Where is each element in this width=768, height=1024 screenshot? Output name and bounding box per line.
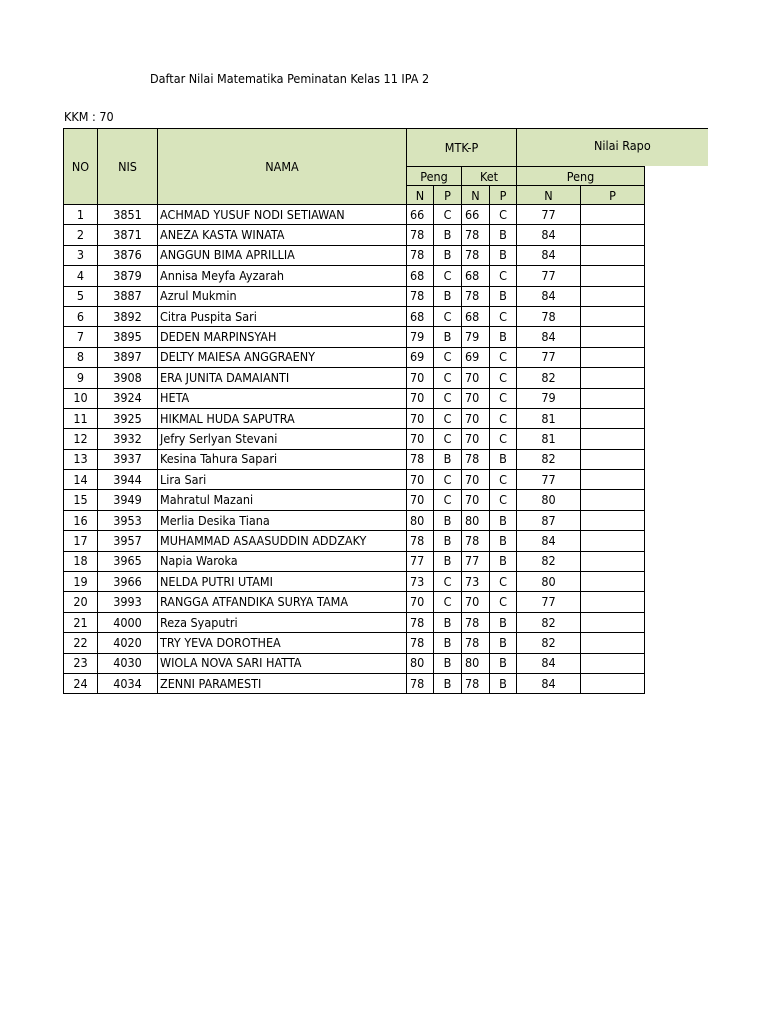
cell-nis: 3993 bbox=[98, 592, 158, 612]
cell-rapor-n: 84 bbox=[517, 673, 581, 693]
cell-nama: DELTY MAIESA ANGGRAENY bbox=[158, 347, 407, 367]
cell-no: 22 bbox=[64, 633, 98, 653]
cell-no: 11 bbox=[64, 408, 98, 428]
cell-ket-p: C bbox=[490, 306, 517, 326]
cell-ket-p: C bbox=[490, 572, 517, 592]
cell-rapor-p bbox=[581, 612, 645, 632]
cell-nama: NELDA PUTRI UTAMI bbox=[158, 572, 407, 592]
cell-nis: 3879 bbox=[98, 266, 158, 286]
cell-ket-p: C bbox=[490, 592, 517, 612]
cell-nis: 3897 bbox=[98, 347, 158, 367]
header-nis: NIS bbox=[97, 128, 158, 205]
cell-peng-p: C bbox=[434, 388, 462, 408]
cell-rapor-p bbox=[581, 470, 645, 490]
cell-nis: 3851 bbox=[98, 205, 158, 225]
table-row bbox=[64, 673, 645, 693]
cell-no: 18 bbox=[64, 551, 98, 571]
cell-nama: Merlia Desika Tiana bbox=[158, 510, 407, 530]
table-row bbox=[64, 408, 645, 428]
cell-ket-p: B bbox=[490, 225, 517, 245]
cell-no: 23 bbox=[64, 653, 98, 673]
cell-rapor-p bbox=[581, 327, 645, 347]
cell-no: 20 bbox=[64, 592, 98, 612]
cell-peng-p: C bbox=[434, 266, 462, 286]
cell-peng-n: 78 bbox=[407, 245, 434, 265]
cell-rapor-n: 84 bbox=[517, 531, 581, 551]
cell-ket-n: 66 bbox=[462, 205, 490, 225]
cell-nis: 3966 bbox=[98, 572, 158, 592]
cell-rapor-p bbox=[581, 673, 645, 693]
cell-peng-n: 79 bbox=[407, 327, 434, 347]
cell-rapor-n: 82 bbox=[517, 612, 581, 632]
header-nilai-rapor: Nilai Rapo bbox=[516, 128, 708, 166]
cell-ket-n: 70 bbox=[462, 470, 490, 490]
cell-nama: HIKMAL HUDA SAPUTRA bbox=[158, 408, 407, 428]
cell-no: 14 bbox=[64, 470, 98, 490]
cell-nama: Jefry Serlyan Stevani bbox=[158, 429, 407, 449]
cell-rapor-n: 79 bbox=[517, 388, 581, 408]
cell-ket-n: 78 bbox=[462, 449, 490, 469]
cell-ket-p: C bbox=[490, 388, 517, 408]
cell-peng-n: 78 bbox=[407, 673, 434, 693]
cell-rapor-p bbox=[581, 531, 645, 551]
cell-nama: ACHMAD YUSUF NODI SETIAWAN bbox=[158, 205, 407, 225]
cell-nama: DEDEN MARPINSYAH bbox=[158, 327, 407, 347]
cell-ket-p: B bbox=[490, 551, 517, 571]
table-row bbox=[64, 531, 645, 551]
cell-peng-p: C bbox=[434, 205, 462, 225]
cell-nis: 3876 bbox=[98, 245, 158, 265]
cell-peng-p: B bbox=[434, 551, 462, 571]
cell-ket-n: 73 bbox=[462, 572, 490, 592]
cell-peng-n: 70 bbox=[407, 429, 434, 449]
cell-peng-p: B bbox=[434, 673, 462, 693]
cell-no: 16 bbox=[64, 510, 98, 530]
table-row bbox=[64, 653, 645, 673]
cell-peng-p: B bbox=[434, 531, 462, 551]
cell-peng-n: 73 bbox=[407, 572, 434, 592]
header-peng: Peng bbox=[406, 166, 462, 186]
cell-ket-n: 78 bbox=[462, 531, 490, 551]
cell-rapor-n: 77 bbox=[517, 347, 581, 367]
cell-ket-p: B bbox=[490, 286, 517, 306]
cell-rapor-n: 81 bbox=[517, 408, 581, 428]
cell-nama: Azrul Mukmin bbox=[158, 286, 407, 306]
cell-peng-p: B bbox=[434, 286, 462, 306]
cell-no: 5 bbox=[64, 286, 98, 306]
cell-ket-n: 70 bbox=[462, 388, 490, 408]
cell-ket-p: B bbox=[490, 531, 517, 551]
cell-nis: 4020 bbox=[98, 633, 158, 653]
cell-peng-n: 70 bbox=[407, 388, 434, 408]
cell-rapor-n: 87 bbox=[517, 510, 581, 530]
cell-ket-n: 70 bbox=[462, 429, 490, 449]
cell-ket-n: 78 bbox=[462, 225, 490, 245]
cell-no: 12 bbox=[64, 429, 98, 449]
cell-peng-p: C bbox=[434, 592, 462, 612]
cell-no: 10 bbox=[64, 388, 98, 408]
cell-rapor-n: 80 bbox=[517, 490, 581, 510]
cell-no: 24 bbox=[64, 673, 98, 693]
cell-rapor-p bbox=[581, 429, 645, 449]
cell-peng-n: 70 bbox=[407, 490, 434, 510]
cell-ket-n: 68 bbox=[462, 266, 490, 286]
table-row bbox=[64, 327, 645, 347]
cell-nama: ZENNI PARAMESTI bbox=[158, 673, 407, 693]
cell-nama: Lira Sari bbox=[158, 470, 407, 490]
cell-ket-n: 79 bbox=[462, 327, 490, 347]
cell-no: 19 bbox=[64, 572, 98, 592]
cell-peng-p: C bbox=[434, 368, 462, 388]
table-row bbox=[64, 245, 645, 265]
cell-nis: 3887 bbox=[98, 286, 158, 306]
cell-rapor-n: 84 bbox=[517, 245, 581, 265]
cell-no: 21 bbox=[64, 612, 98, 632]
cell-nama: Kesina Tahura Sapari bbox=[158, 449, 407, 469]
cell-ket-n: 78 bbox=[462, 673, 490, 693]
grades-table bbox=[63, 204, 645, 694]
cell-rapor-p bbox=[581, 368, 645, 388]
cell-nama: Reza Syaputri bbox=[158, 612, 407, 632]
cell-nama: MUHAMMAD ASAASUDDIN ADDZAKY bbox=[158, 531, 407, 551]
cell-rapor-p bbox=[581, 245, 645, 265]
cell-rapor-n: 84 bbox=[517, 225, 581, 245]
cell-ket-n: 78 bbox=[462, 245, 490, 265]
table-row bbox=[64, 388, 645, 408]
header-rapor-p: P bbox=[580, 185, 645, 205]
table-row bbox=[64, 429, 645, 449]
cell-peng-p: C bbox=[434, 429, 462, 449]
cell-rapor-n: 81 bbox=[517, 429, 581, 449]
cell-peng-n: 78 bbox=[407, 531, 434, 551]
cell-nama: ANGGUN BIMA APRILLIA bbox=[158, 245, 407, 265]
kkm-label: KKM : 70 bbox=[64, 109, 114, 124]
cell-ket-p: C bbox=[490, 347, 517, 367]
cell-nama: HETA bbox=[158, 388, 407, 408]
cell-rapor-p bbox=[581, 347, 645, 367]
cell-nama: Citra Puspita Sari bbox=[158, 306, 407, 326]
cell-peng-n: 78 bbox=[407, 633, 434, 653]
header-peng-p: P bbox=[433, 185, 462, 205]
cell-ket-n: 70 bbox=[462, 592, 490, 612]
cell-rapor-p bbox=[581, 225, 645, 245]
cell-nama: WIOLA NOVA SARI HATTA bbox=[158, 653, 407, 673]
header-mtkp: MTK-P bbox=[406, 128, 517, 167]
cell-nis: 3924 bbox=[98, 388, 158, 408]
cell-peng-n: 68 bbox=[407, 266, 434, 286]
cell-rapor-n: 84 bbox=[517, 653, 581, 673]
cell-ket-n: 80 bbox=[462, 510, 490, 530]
cell-nama: TRY YEVA DOROTHEA bbox=[158, 633, 407, 653]
cell-nis: 3957 bbox=[98, 531, 158, 551]
cell-peng-p: C bbox=[434, 408, 462, 428]
header-no: NO bbox=[63, 128, 98, 205]
cell-ket-n: 70 bbox=[462, 490, 490, 510]
cell-peng-n: 70 bbox=[407, 470, 434, 490]
cell-rapor-p bbox=[581, 633, 645, 653]
cell-nis: 3925 bbox=[98, 408, 158, 428]
cell-rapor-n: 82 bbox=[517, 551, 581, 571]
cell-ket-p: C bbox=[490, 408, 517, 428]
cell-peng-p: B bbox=[434, 633, 462, 653]
cell-rapor-n: 77 bbox=[517, 470, 581, 490]
cell-nis: 4000 bbox=[98, 612, 158, 632]
cell-nis: 3892 bbox=[98, 306, 158, 326]
table-row bbox=[64, 347, 645, 367]
cell-rapor-n: 82 bbox=[517, 368, 581, 388]
cell-peng-n: 78 bbox=[407, 449, 434, 469]
cell-rapor-n: 77 bbox=[517, 592, 581, 612]
cell-rapor-n: 84 bbox=[517, 286, 581, 306]
table-row bbox=[64, 612, 645, 632]
cell-peng-p: B bbox=[434, 510, 462, 530]
cell-rapor-p bbox=[581, 592, 645, 612]
cell-ket-p: C bbox=[490, 368, 517, 388]
cell-nis: 3937 bbox=[98, 449, 158, 469]
header-rapor-n: N bbox=[516, 185, 581, 205]
cell-ket-n: 77 bbox=[462, 551, 490, 571]
table-row bbox=[64, 306, 645, 326]
cell-nama: Mahratul Mazani bbox=[158, 490, 407, 510]
cell-peng-p: C bbox=[434, 572, 462, 592]
cell-ket-n: 70 bbox=[462, 408, 490, 428]
cell-ket-p: B bbox=[490, 510, 517, 530]
cell-ket-p: B bbox=[490, 612, 517, 632]
cell-rapor-p bbox=[581, 205, 645, 225]
table-row bbox=[64, 633, 645, 653]
cell-peng-n: 69 bbox=[407, 347, 434, 367]
table-row bbox=[64, 551, 645, 571]
cell-nis: 3908 bbox=[98, 368, 158, 388]
cell-peng-n: 70 bbox=[407, 408, 434, 428]
cell-ket-n: 70 bbox=[462, 368, 490, 388]
cell-ket-n: 78 bbox=[462, 633, 490, 653]
cell-no: 13 bbox=[64, 449, 98, 469]
cell-nama: Napia Waroka bbox=[158, 551, 407, 571]
cell-ket-p: C bbox=[490, 490, 517, 510]
cell-rapor-p bbox=[581, 510, 645, 530]
header-nama: NAMA bbox=[157, 128, 407, 205]
cell-peng-p: B bbox=[434, 653, 462, 673]
cell-ket-p: B bbox=[490, 633, 517, 653]
table-row bbox=[64, 490, 645, 510]
cell-ket-p: B bbox=[490, 653, 517, 673]
cell-rapor-p bbox=[581, 490, 645, 510]
cell-nis: 3949 bbox=[98, 490, 158, 510]
table-row bbox=[64, 286, 645, 306]
cell-ket-p: B bbox=[490, 673, 517, 693]
cell-ket-n: 69 bbox=[462, 347, 490, 367]
table-row bbox=[64, 572, 645, 592]
cell-ket-p: C bbox=[490, 205, 517, 225]
cell-nis: 3932 bbox=[98, 429, 158, 449]
cell-ket-n: 78 bbox=[462, 612, 490, 632]
cell-peng-n: 70 bbox=[407, 368, 434, 388]
cell-ket-n: 78 bbox=[462, 286, 490, 306]
cell-nama: ERA JUNITA DAMAIANTI bbox=[158, 368, 407, 388]
cell-ket-n: 80 bbox=[462, 653, 490, 673]
cell-rapor-p bbox=[581, 306, 645, 326]
cell-rapor-n: 82 bbox=[517, 633, 581, 653]
cell-peng-p: C bbox=[434, 347, 462, 367]
table-row bbox=[64, 470, 645, 490]
cell-nis: 3871 bbox=[98, 225, 158, 245]
cell-rapor-p bbox=[581, 653, 645, 673]
cell-no: 9 bbox=[64, 368, 98, 388]
cell-peng-n: 80 bbox=[407, 510, 434, 530]
cell-peng-p: B bbox=[434, 612, 462, 632]
cell-peng-n: 68 bbox=[407, 306, 434, 326]
cell-peng-p: C bbox=[434, 470, 462, 490]
cell-peng-n: 78 bbox=[407, 225, 434, 245]
table-row bbox=[64, 205, 645, 225]
cell-peng-n: 77 bbox=[407, 551, 434, 571]
cell-rapor-p bbox=[581, 551, 645, 571]
cell-no: 17 bbox=[64, 531, 98, 551]
cell-nis: 3965 bbox=[98, 551, 158, 571]
cell-no: 3 bbox=[64, 245, 98, 265]
cell-no: 7 bbox=[64, 327, 98, 347]
table-row bbox=[64, 510, 645, 530]
cell-no: 6 bbox=[64, 306, 98, 326]
cell-peng-n: 66 bbox=[407, 205, 434, 225]
cell-ket-p: B bbox=[490, 449, 517, 469]
header-peng-n: N bbox=[406, 185, 434, 205]
cell-peng-n: 78 bbox=[407, 286, 434, 306]
header-ket: Ket bbox=[461, 166, 517, 186]
cell-ket-p: C bbox=[490, 429, 517, 449]
document-title: Daftar Nilai Matematika Peminatan Kelas 11 IPA 2 bbox=[150, 71, 430, 86]
cell-nis: 4034 bbox=[98, 673, 158, 693]
cell-peng-p: B bbox=[434, 327, 462, 347]
table-row bbox=[64, 225, 645, 245]
table-row bbox=[64, 368, 645, 388]
cell-rapor-p bbox=[581, 572, 645, 592]
cell-nama: ANEZA KASTA WINATA bbox=[158, 225, 407, 245]
cell-rapor-n: 80 bbox=[517, 572, 581, 592]
header-rapor-peng: Peng bbox=[516, 166, 645, 186]
header-ket-n: N bbox=[461, 185, 490, 205]
cell-ket-p: B bbox=[490, 245, 517, 265]
cell-nis: 3953 bbox=[98, 510, 158, 530]
cell-no: 15 bbox=[64, 490, 98, 510]
cell-ket-p: C bbox=[490, 266, 517, 286]
cell-rapor-p bbox=[581, 388, 645, 408]
cell-peng-p: B bbox=[434, 449, 462, 469]
cell-nama: Annisa Meyfa Ayzarah bbox=[158, 266, 407, 286]
cell-no: 8 bbox=[64, 347, 98, 367]
cell-rapor-n: 84 bbox=[517, 327, 581, 347]
cell-ket-n: 68 bbox=[462, 306, 490, 326]
cell-no: 4 bbox=[64, 266, 98, 286]
cell-peng-p: C bbox=[434, 306, 462, 326]
table-row bbox=[64, 449, 645, 469]
cell-peng-n: 80 bbox=[407, 653, 434, 673]
table-row bbox=[64, 592, 645, 612]
cell-rapor-n: 78 bbox=[517, 306, 581, 326]
cell-rapor-p bbox=[581, 449, 645, 469]
table-row bbox=[64, 266, 645, 286]
cell-rapor-n: 77 bbox=[517, 205, 581, 225]
cell-peng-p: B bbox=[434, 225, 462, 245]
header-ket-p: P bbox=[489, 185, 517, 205]
cell-peng-p: C bbox=[434, 490, 462, 510]
cell-rapor-p bbox=[581, 266, 645, 286]
cell-peng-n: 78 bbox=[407, 612, 434, 632]
cell-rapor-p bbox=[581, 408, 645, 428]
cell-peng-p: B bbox=[434, 245, 462, 265]
cell-ket-p: B bbox=[490, 327, 517, 347]
cell-nis: 3895 bbox=[98, 327, 158, 347]
cell-rapor-p bbox=[581, 286, 645, 306]
cell-nis: 3944 bbox=[98, 470, 158, 490]
cell-peng-n: 70 bbox=[407, 592, 434, 612]
cell-nama: RANGGA ATFANDIKA SURYA TAMA bbox=[158, 592, 407, 612]
cell-nis: 4030 bbox=[98, 653, 158, 673]
cell-ket-p: C bbox=[490, 470, 517, 490]
cell-rapor-n: 82 bbox=[517, 449, 581, 469]
cell-rapor-n: 77 bbox=[517, 266, 581, 286]
cell-no: 1 bbox=[64, 205, 98, 225]
cell-no: 2 bbox=[64, 225, 98, 245]
